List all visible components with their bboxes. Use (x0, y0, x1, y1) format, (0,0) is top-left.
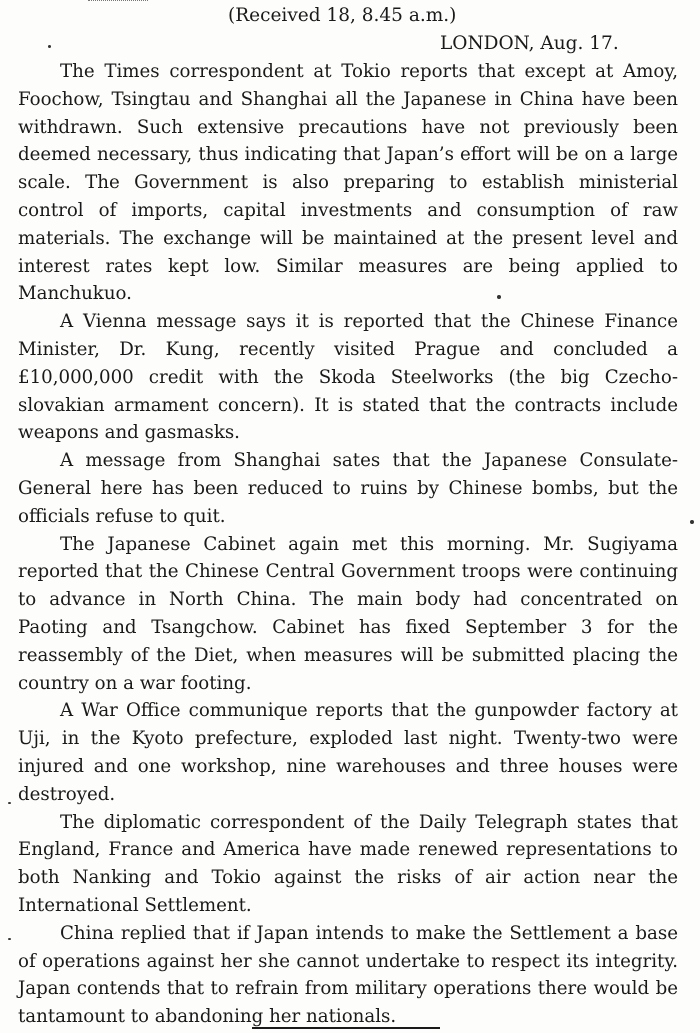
dateline: LONDON, Aug. 17. (440, 33, 619, 54)
article-body (18, 58, 678, 1031)
print-speck (8, 802, 11, 804)
torn-top-edge (88, 0, 148, 4)
print-speck (8, 938, 11, 940)
print-speck (497, 295, 501, 299)
paragraph-war-office: A War Office communique reports that the gunpowder factory at Uji, in the Kyoto prefecture, exploded last night. Twenty-two were injured and one workshop, nine warehouses and three houses were destroyed. (18, 700, 678, 805)
paragraph-shanghai-message: A message from Shanghai sates that the Japanese Consulate-General here has been reduced to ruins by Chinese bombs, but the officials refuse to quit. (18, 450, 678, 527)
paragraph-china-reply: China replied that if Japan intends to make the Settlement a base of operations against her she cannot undertake to respect its integrity. Japan contends that to refrain from military operations there would be tantamount to abandoning her nationals. (18, 922, 678, 1028)
paragraph-japanese-cabinet: The Japanese Cabinet again met this morning. Mr. Sugiyama reported that the Chinese Central Government troops were continuing to advance in North China. The main body had concentrated on Paoting and Tsangchow. Cabinet has fixed September 3 for the reassembly of the Diet, when measures will be submitted placing the country on a war footing. (18, 533, 678, 694)
paragraph-diplomatic-correspondent: The diplomatic correspondent of the Daily Telegraph states that England, France and America have made renewed representations to both Nanking and Tokio against the risks of air action near the International Settlement. (18, 811, 678, 916)
paragraph-vienna-message: A Vienna message says it is reported that the Chinese Finance Minister, Dr. Kung, recently visited Prague and concluded a £10,000,000 credit with the Skoda Steelworks (the big Czechoslovakian armament concern). It is stated that the contracts include weapons and gasmasks. (18, 311, 678, 444)
end-rule (252, 1027, 440, 1029)
print-speck (48, 45, 51, 48)
paragraph-times-report: The Times correspondent at Tokio reports that except at Amoy, Foochow, Tsingtau and Shanghai all the Japanese in China have been withdrawn. Such extensive precautions have not previously been deemed necessary, thus indicating that Japan’s effort will be on a large scale. The Government is also preparing to establish ministerial control of imports, capital investments and consumption of raw materials. The exchange will be maintained at the present level and interest rates kept low. Similar measures are being applied to Manchukuo. (18, 61, 678, 305)
print-speck (690, 520, 694, 524)
received-timestamp: (Received 18, 8.45 a.m.) (228, 5, 457, 26)
